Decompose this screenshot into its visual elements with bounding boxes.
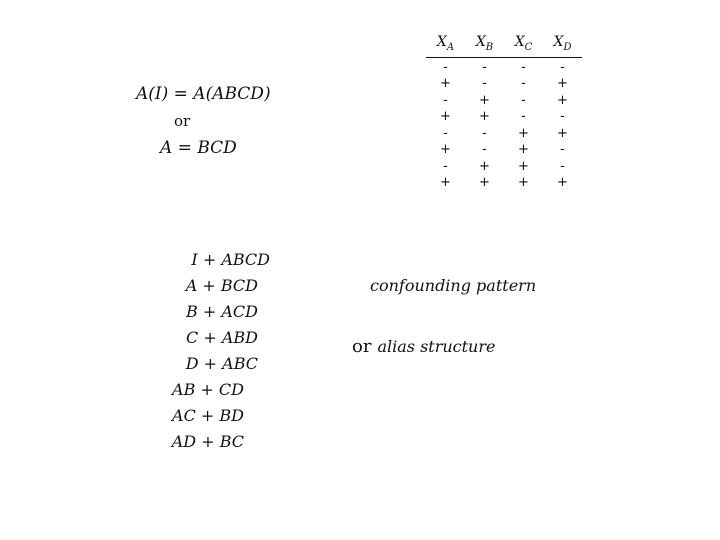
table-row xyxy=(426,109,582,126)
table-cell: + xyxy=(518,142,529,158)
alias-structure-label: alias structure xyxy=(377,337,496,356)
alias-item-b-acd: B + ACD xyxy=(186,302,258,321)
table-cell: + xyxy=(440,142,451,158)
table-cell: - xyxy=(482,76,487,92)
or-label: or xyxy=(352,336,372,357)
alias-item-c-abd: C + ABD xyxy=(186,328,258,347)
table-cell: - xyxy=(521,109,526,125)
table-cell: - xyxy=(560,142,565,158)
alias-item-ac-bd: AC + BD xyxy=(172,406,244,425)
column-header-xb: $X_B$ xyxy=(465,34,504,57)
alias-item-a-bcd: A + BCD xyxy=(185,276,258,295)
table-cell: - xyxy=(560,158,565,174)
table-cell: + xyxy=(440,109,451,125)
table-cell: + xyxy=(479,158,490,174)
table-cell: + xyxy=(479,175,490,191)
table-cell: - xyxy=(482,142,487,158)
table-header-row xyxy=(426,34,582,57)
table-cell: + xyxy=(518,175,529,191)
table-cell: + xyxy=(440,175,451,191)
table-cell: - xyxy=(521,59,526,75)
column-header-xd: $X_D$ xyxy=(543,34,582,57)
table-cell: - xyxy=(443,59,448,75)
table-cell: + xyxy=(557,175,568,191)
table-cell: + xyxy=(557,92,568,108)
or-label: or xyxy=(174,112,191,130)
table-cell: + xyxy=(479,92,490,108)
alias-item-i-abcd: I + ABCD xyxy=(191,250,270,269)
table-cell: - xyxy=(560,59,565,75)
table-cell: - xyxy=(443,125,448,141)
table-cell: - xyxy=(521,92,526,108)
generator-equation: A = BCD xyxy=(160,138,237,158)
table-row xyxy=(426,175,582,192)
table-cell: - xyxy=(443,158,448,174)
alias-item-d-abc: D + ABC xyxy=(185,354,258,373)
table-cell: + xyxy=(440,76,451,92)
table-cell: + xyxy=(479,109,490,125)
defining-relation-equation: A(I) = A(ABCD) xyxy=(136,84,271,104)
confounding-pattern-caption: confounding pattern xyxy=(370,276,537,295)
alias-item-ad-bc: AD + BC xyxy=(171,432,244,451)
table-cell: - xyxy=(482,125,487,141)
alias-item-ab-cd: AB + CD xyxy=(172,380,244,399)
alias-structure-caption xyxy=(352,336,495,357)
table-row xyxy=(426,93,582,110)
table-cell: + xyxy=(518,158,529,174)
table-cell: + xyxy=(557,125,568,141)
table-row xyxy=(426,57,582,76)
table-cell: + xyxy=(518,125,529,141)
table-cell: + xyxy=(557,76,568,92)
table-cell: - xyxy=(560,109,565,125)
table-row xyxy=(426,142,582,159)
table-row xyxy=(426,126,582,143)
design-matrix-table xyxy=(426,34,582,192)
table-cell: - xyxy=(521,76,526,92)
column-header-xc: $X_C$ xyxy=(504,34,543,57)
table-cell: - xyxy=(443,92,448,108)
table-cell: - xyxy=(482,59,487,75)
table-row xyxy=(426,159,582,176)
table-row xyxy=(426,76,582,93)
column-header-xa: $X_A$ xyxy=(426,34,465,57)
